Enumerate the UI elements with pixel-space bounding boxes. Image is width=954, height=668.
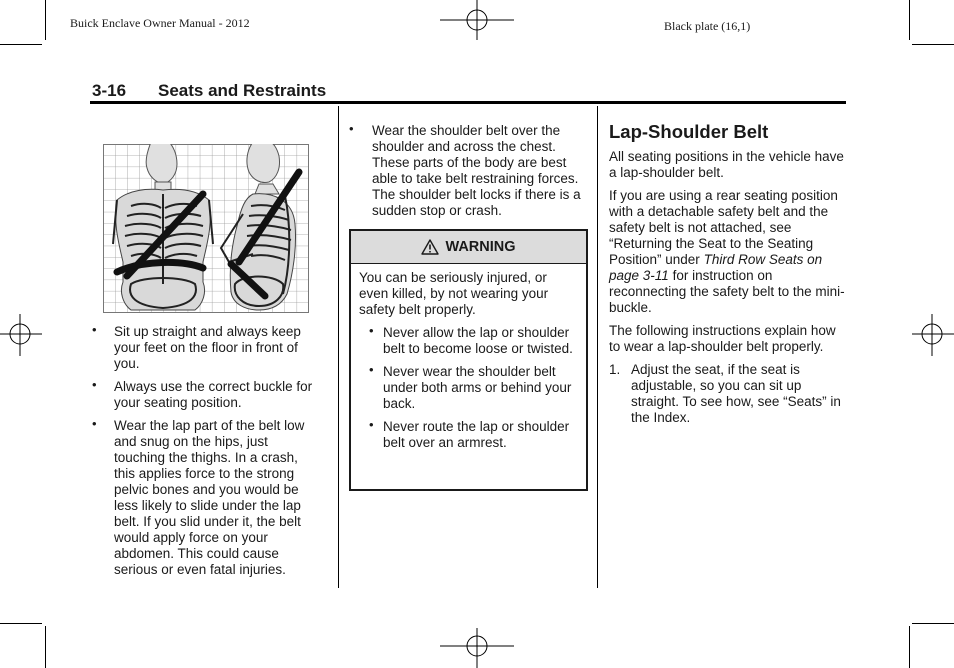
list-item: • Wear the shoulder belt over the shoulder and across the chest. These parts of the body are best able to take belt restraining forces. The shoulder belt locks if there is a sudden stop or crash. xyxy=(349,121,581,218)
paragraph: If you are using a rear seating position with a detachable safety belt and the safety belt is not attached, see “Returning the Seat to the Seating Position” under Third Row Seats on page 3-11 for instruction on reconnecting the safety belt to the mini-buckle. xyxy=(609,188,845,315)
seatbelt-skeleton-illustration xyxy=(103,144,309,313)
column-right xyxy=(609,121,849,426)
registration-mark-bottom xyxy=(440,626,514,668)
column-divider xyxy=(597,106,598,588)
list-item: • Never route the lap or shoulder belt over an armrest. xyxy=(369,417,570,450)
section-title: Seats and Restraints xyxy=(158,81,327,100)
page-number: 3-16 xyxy=(92,81,127,100)
step-item: 1. Adjust the seat, if the seat is adjustable, so you can sit up straight. To see how, see “Seats” in the Index. xyxy=(609,362,841,425)
warning-icon xyxy=(421,239,439,255)
plate-label: Black plate (16,1) xyxy=(664,19,751,33)
warning-heading: WARNING xyxy=(445,239,516,255)
crop-mark xyxy=(45,626,46,668)
registration-mark-top xyxy=(440,0,514,42)
bullet-icon: • xyxy=(369,417,374,432)
paragraph: The following instructions explain how to wear a lap-shoulder belt properly. xyxy=(609,323,836,354)
warning-bullet-list xyxy=(359,325,578,451)
bullet-icon: • xyxy=(369,323,374,338)
column-divider xyxy=(338,106,339,588)
crop-mark xyxy=(909,0,910,40)
heading-rule xyxy=(90,101,846,104)
list-item: • Never allow the lap or shoulder belt to become loose or twisted. xyxy=(369,323,573,356)
list-item: • Sit up straight and always keep your feet on the floor in front of you. xyxy=(92,322,301,371)
crop-mark xyxy=(0,44,42,45)
instruction-steps xyxy=(609,362,849,426)
crop-mark xyxy=(909,626,910,668)
bullet-icon: • xyxy=(92,416,97,431)
warning-box xyxy=(349,229,588,491)
registration-mark-right xyxy=(912,314,954,356)
column-middle xyxy=(349,123,589,226)
posture-bullet-list xyxy=(92,324,322,578)
crop-mark xyxy=(0,623,42,624)
crop-mark xyxy=(912,44,954,45)
warning-header xyxy=(351,231,586,264)
registration-mark-left xyxy=(0,314,42,356)
column-left xyxy=(92,324,322,585)
list-item: • Wear the lap part of the belt low and snug on the hips, just touching the thighs. In a crash, this applies force to the strong pelvic bones and you would be less likely to slide under the lap belt. If you slid under it, the belt would apply force on your abdomen. This could cause serious or even fatal injuries. xyxy=(92,416,305,577)
cross-reference-link[interactable]: Third Row Seats on page 3-11 xyxy=(609,252,823,283)
bullet-icon: • xyxy=(369,362,374,377)
subsection-heading: Lap-Shoulder Belt xyxy=(609,121,769,142)
manual-title: Buick Enclave Owner Manual - 2012 xyxy=(70,16,250,30)
crop-mark xyxy=(45,0,46,40)
list-item: • Always use the correct buckle for your seating position. xyxy=(92,377,313,410)
bullet-icon: • xyxy=(92,322,97,337)
warning-text: You can be seriously injured, or even killed, by not wearing your safety belt properly. xyxy=(359,270,549,317)
warning-body xyxy=(351,264,586,451)
shoulder-belt-bullet-list xyxy=(349,123,589,219)
step-number: 1. xyxy=(609,362,621,377)
list-item: • Never wear the shoulder belt under both arms or behind your back. xyxy=(369,362,572,411)
paragraph: All seating positions in the vehicle have a lap-shoulder belt. xyxy=(609,149,844,180)
bullet-icon: • xyxy=(92,377,97,392)
section-heading xyxy=(92,81,326,101)
crop-mark xyxy=(912,623,954,624)
bullet-icon: • xyxy=(349,121,354,136)
